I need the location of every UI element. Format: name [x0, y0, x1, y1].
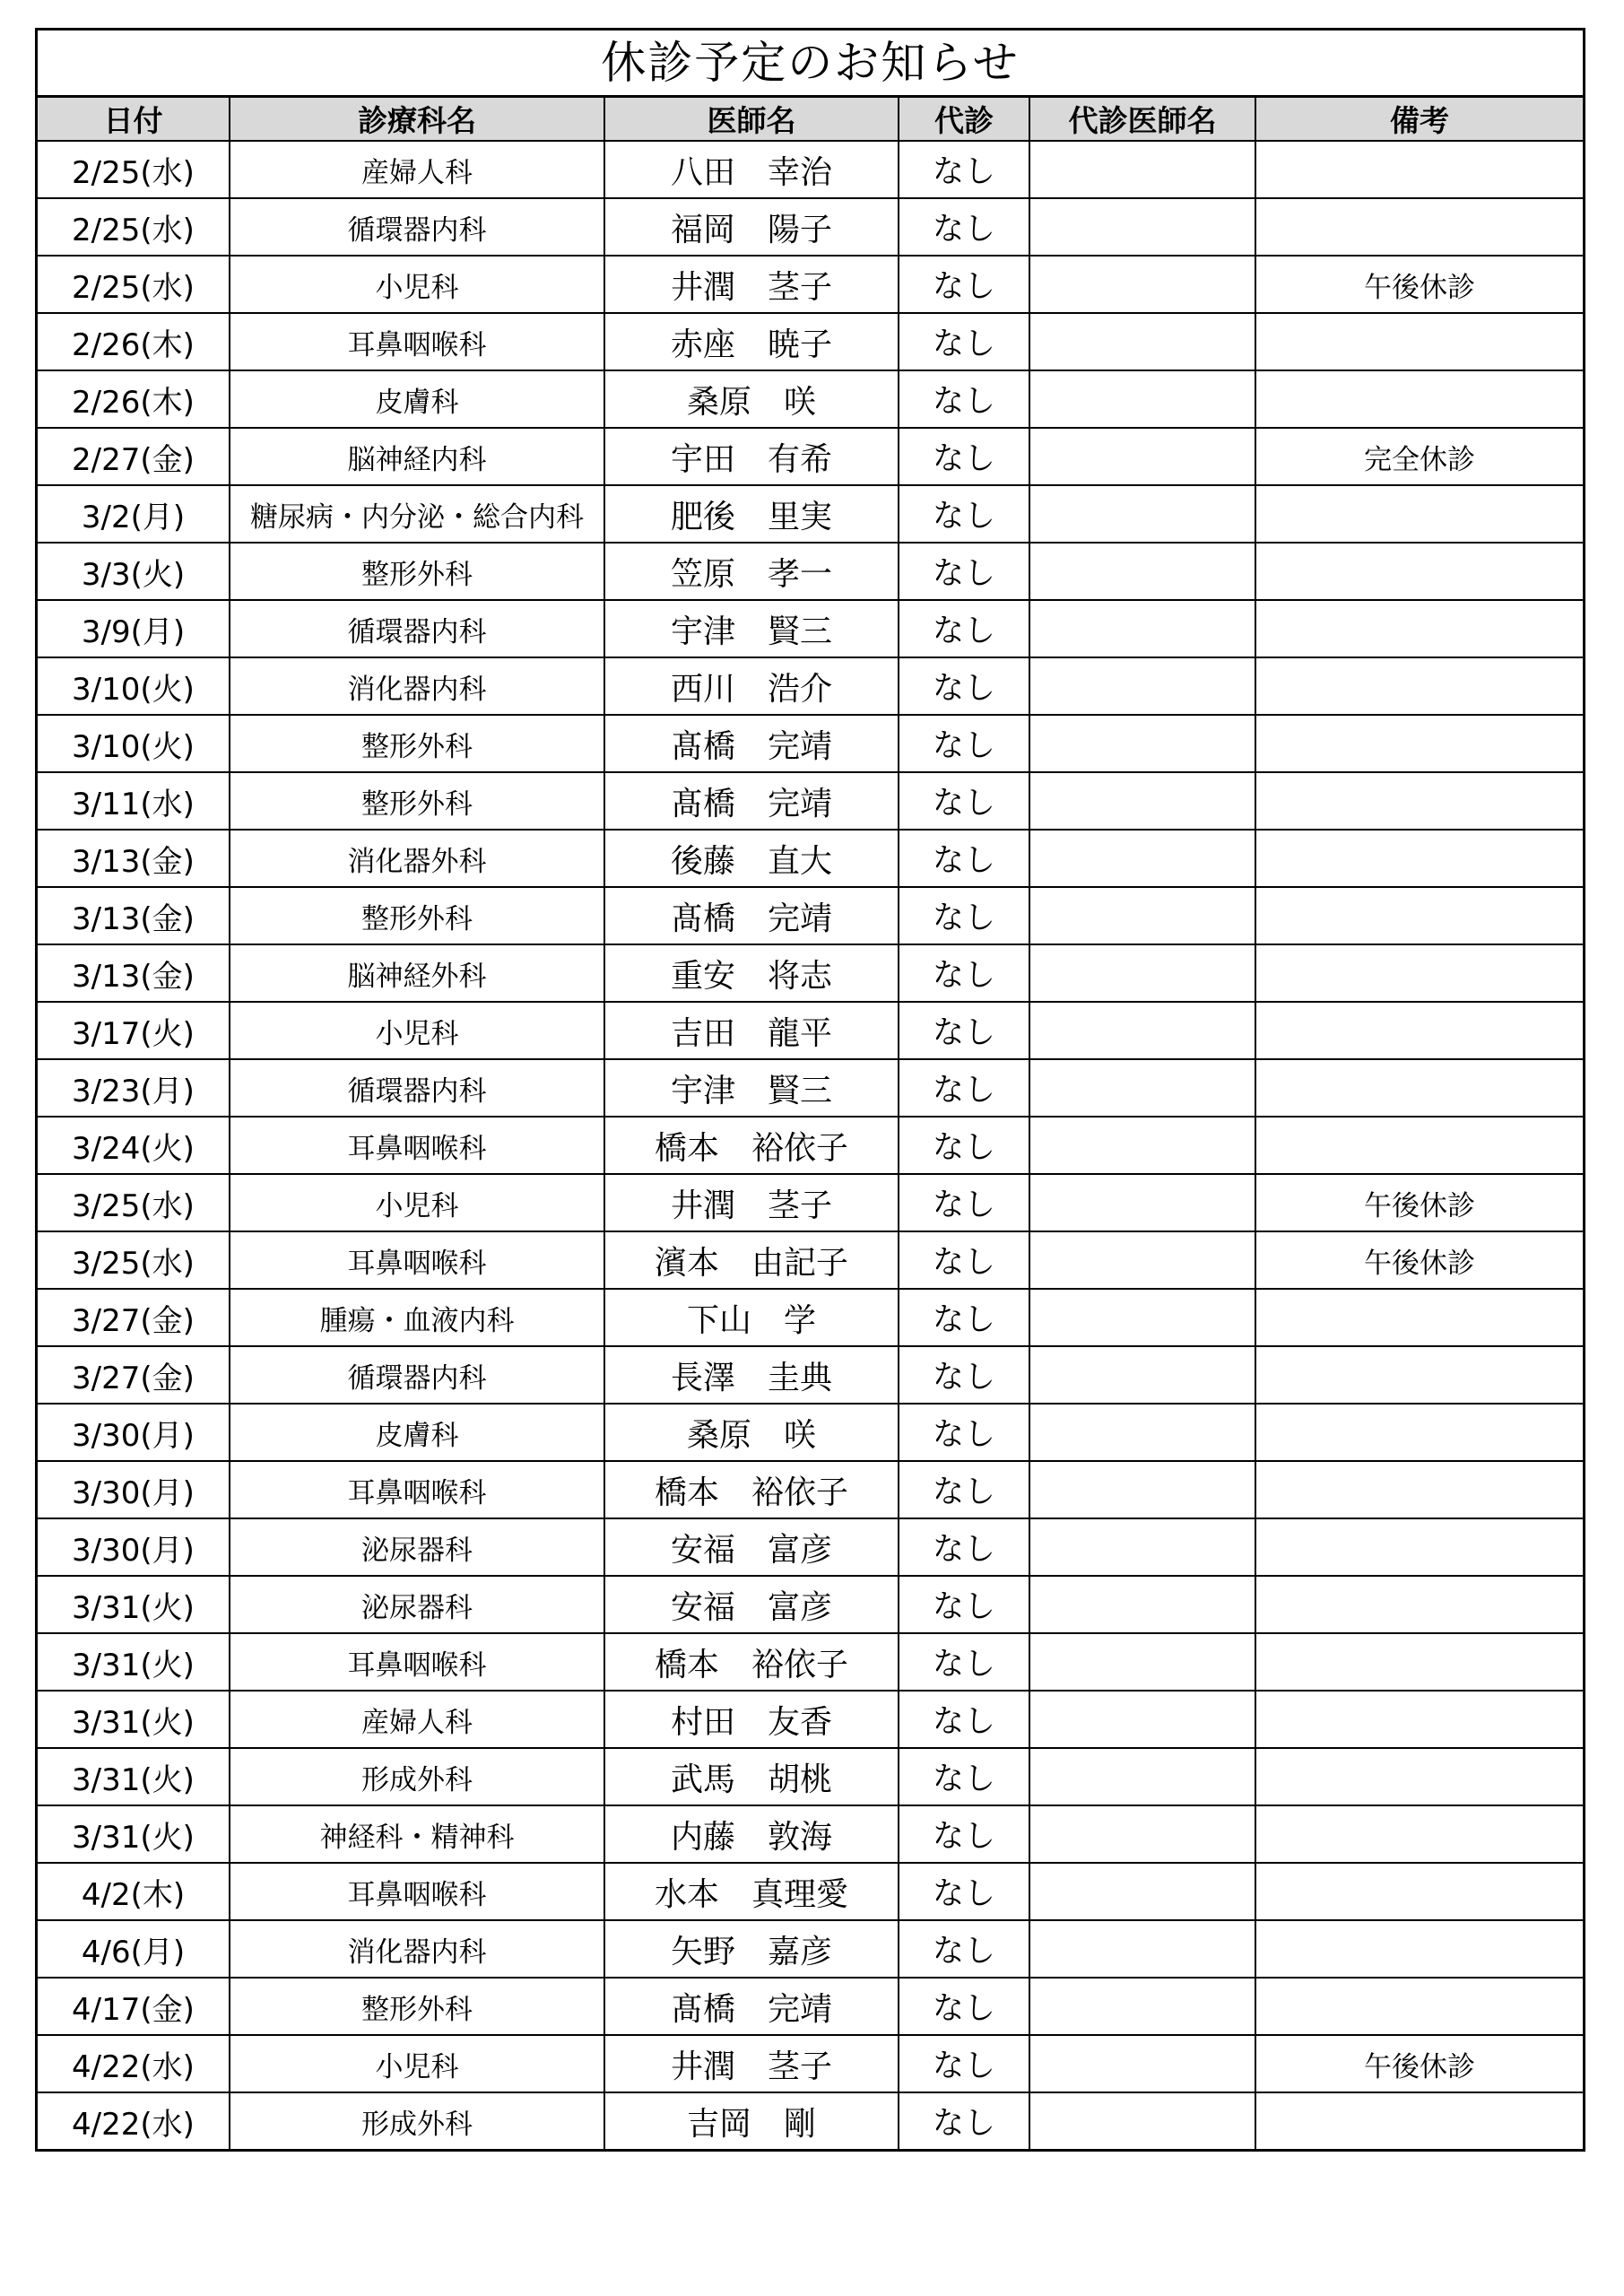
table-header-row — [38, 98, 1583, 141]
department-cell: 皮膚科 — [230, 1404, 604, 1461]
substitute-doctor-cell — [1029, 1404, 1255, 1461]
note-cell — [1255, 830, 1583, 887]
substitute-doctor-cell — [1029, 1461, 1255, 1518]
department-cell: 脳神経内科 — [230, 428, 604, 485]
date-cell: 3/2(月) — [38, 485, 230, 543]
department-cell: 糖尿病・内分泌・総合内科 — [230, 485, 604, 543]
substitute-cell: なし — [899, 2035, 1029, 2092]
column-header-substitute: 代診 — [899, 98, 1029, 141]
note-cell — [1255, 1117, 1583, 1174]
department-cell: 循環器内科 — [230, 1059, 604, 1117]
doctor-cell: 宇津 賢三 — [604, 1059, 899, 1117]
date-cell: 4/22(水) — [38, 2035, 230, 2092]
doctor-cell: 濱本 由記子 — [604, 1231, 899, 1289]
table-row — [38, 1289, 1583, 1346]
substitute-cell: なし — [899, 1805, 1029, 1863]
department-cell: 形成外科 — [230, 1748, 604, 1805]
note-cell — [1255, 1633, 1583, 1691]
table-row — [38, 1805, 1583, 1863]
substitute-doctor-cell — [1029, 887, 1255, 944]
note-cell: 午後休診 — [1255, 2035, 1583, 2092]
substitute-doctor-cell — [1029, 1518, 1255, 1576]
column-header-date: 日付 — [38, 98, 230, 141]
date-cell: 3/30(月) — [38, 1404, 230, 1461]
note-cell — [1255, 657, 1583, 715]
date-cell: 3/30(月) — [38, 1518, 230, 1576]
doctor-cell: 長澤 圭典 — [604, 1346, 899, 1404]
substitute-doctor-cell — [1029, 1174, 1255, 1231]
table-row — [38, 198, 1583, 256]
table-row — [38, 657, 1583, 715]
substitute-cell: なし — [899, 1174, 1029, 1231]
table-row — [38, 1633, 1583, 1691]
note-cell — [1255, 1059, 1583, 1117]
department-cell: 形成外科 — [230, 2092, 604, 2149]
note-cell: 午後休診 — [1255, 1174, 1583, 1231]
substitute-doctor-cell — [1029, 543, 1255, 600]
note-cell: 午後休診 — [1255, 256, 1583, 313]
department-cell: 消化器内科 — [230, 1920, 604, 1978]
substitute-cell: なし — [899, 1231, 1029, 1289]
date-cell: 3/17(火) — [38, 1002, 230, 1059]
doctor-cell: 宇田 有希 — [604, 428, 899, 485]
substitute-cell: なし — [899, 944, 1029, 1002]
note-cell — [1255, 1805, 1583, 1863]
substitute-doctor-cell — [1029, 370, 1255, 428]
department-cell: 耳鼻咽喉科 — [230, 313, 604, 370]
substitute-doctor-cell — [1029, 1805, 1255, 1863]
doctor-cell: 髙橋 完靖 — [604, 715, 899, 772]
note-cell — [1255, 1748, 1583, 1805]
substitute-doctor-cell — [1029, 1576, 1255, 1633]
doctor-cell: 水本 真理愛 — [604, 1863, 899, 1920]
table-row — [38, 543, 1583, 600]
substitute-cell: なし — [899, 657, 1029, 715]
department-cell: 神経科・精神科 — [230, 1805, 604, 1863]
department-cell: 耳鼻咽喉科 — [230, 1461, 604, 1518]
date-cell: 2/25(水) — [38, 256, 230, 313]
date-cell: 3/31(火) — [38, 1576, 230, 1633]
substitute-cell: なし — [899, 1404, 1029, 1461]
substitute-doctor-cell — [1029, 1346, 1255, 1404]
department-cell: 耳鼻咽喉科 — [230, 1863, 604, 1920]
department-cell: 整形外科 — [230, 543, 604, 600]
substitute-doctor-cell — [1029, 830, 1255, 887]
doctor-cell: 井潤 茎子 — [604, 1174, 899, 1231]
table-row — [38, 313, 1583, 370]
closure-table — [38, 98, 1583, 2149]
note-cell — [1255, 1920, 1583, 1978]
department-cell: 整形外科 — [230, 772, 604, 830]
substitute-cell: なし — [899, 1289, 1029, 1346]
doctor-cell: 髙橋 完靖 — [604, 772, 899, 830]
substitute-doctor-cell — [1029, 1231, 1255, 1289]
substitute-doctor-cell — [1029, 256, 1255, 313]
date-cell: 3/31(火) — [38, 1748, 230, 1805]
date-cell: 2/25(水) — [38, 141, 230, 198]
substitute-doctor-cell — [1029, 1748, 1255, 1805]
date-cell: 3/31(火) — [38, 1633, 230, 1691]
department-cell: 小児科 — [230, 256, 604, 313]
note-cell — [1255, 772, 1583, 830]
column-header-substitute-doctor: 代診医師名 — [1029, 98, 1255, 141]
substitute-cell: なし — [899, 485, 1029, 543]
table-row — [38, 1863, 1583, 1920]
substitute-cell: なし — [899, 313, 1029, 370]
department-cell: 整形外科 — [230, 715, 604, 772]
substitute-doctor-cell — [1029, 1002, 1255, 1059]
doctor-cell: 福岡 陽子 — [604, 198, 899, 256]
substitute-cell: なし — [899, 1863, 1029, 1920]
note-cell — [1255, 1289, 1583, 1346]
department-cell: 皮膚科 — [230, 370, 604, 428]
note-cell — [1255, 313, 1583, 370]
doctor-cell: 八田 幸治 — [604, 141, 899, 198]
department-cell: 泌尿器科 — [230, 1518, 604, 1576]
table-row — [38, 887, 1583, 944]
note-cell — [1255, 1346, 1583, 1404]
date-cell: 4/22(水) — [38, 2092, 230, 2149]
note-cell — [1255, 944, 1583, 1002]
doctor-cell: 安福 富彦 — [604, 1518, 899, 1576]
table-row — [38, 1117, 1583, 1174]
doctor-cell: 髙橋 完靖 — [604, 1978, 899, 2035]
doctor-cell: 下山 学 — [604, 1289, 899, 1346]
substitute-cell: なし — [899, 772, 1029, 830]
substitute-doctor-cell — [1029, 1863, 1255, 1920]
note-cell — [1255, 1576, 1583, 1633]
note-cell — [1255, 543, 1583, 600]
substitute-cell: なし — [899, 830, 1029, 887]
substitute-doctor-cell — [1029, 313, 1255, 370]
substitute-doctor-cell — [1029, 198, 1255, 256]
substitute-cell: なし — [899, 715, 1029, 772]
table-row — [38, 1920, 1583, 1978]
department-cell: 産婦人科 — [230, 141, 604, 198]
substitute-doctor-cell — [1029, 141, 1255, 198]
substitute-cell: なし — [899, 1576, 1029, 1633]
doctor-cell: 赤座 暁子 — [604, 313, 899, 370]
department-cell: 耳鼻咽喉科 — [230, 1231, 604, 1289]
department-cell: 循環器内科 — [230, 600, 604, 657]
table-row — [38, 141, 1583, 198]
date-cell: 3/9(月) — [38, 600, 230, 657]
table-row — [38, 600, 1583, 657]
substitute-doctor-cell — [1029, 485, 1255, 543]
page-title: 休診予定のお知らせ — [38, 30, 1583, 98]
date-cell: 3/13(金) — [38, 887, 230, 944]
substitute-cell: なし — [899, 543, 1029, 600]
substitute-cell: なし — [899, 428, 1029, 485]
note-cell — [1255, 370, 1583, 428]
doctor-cell: 後藤 直大 — [604, 830, 899, 887]
doctor-cell: 桑原 咲 — [604, 1404, 899, 1461]
substitute-cell: なし — [899, 256, 1029, 313]
doctor-cell: 吉岡 剛 — [604, 2092, 899, 2149]
note-cell — [1255, 2092, 1583, 2149]
note-cell — [1255, 485, 1583, 543]
doctor-cell: 桑原 咲 — [604, 370, 899, 428]
doctor-cell: 矢野 嘉彦 — [604, 1920, 899, 1978]
substitute-cell: なし — [899, 1920, 1029, 1978]
substitute-doctor-cell — [1029, 2035, 1255, 2092]
doctor-cell: 安福 富彦 — [604, 1576, 899, 1633]
substitute-cell: なし — [899, 600, 1029, 657]
date-cell: 3/25(水) — [38, 1174, 230, 1231]
doctor-cell: 内藤 敦海 — [604, 1805, 899, 1863]
note-cell — [1255, 600, 1583, 657]
department-cell: 小児科 — [230, 1002, 604, 1059]
substitute-doctor-cell — [1029, 1978, 1255, 2035]
date-cell: 3/11(水) — [38, 772, 230, 830]
date-cell: 3/27(金) — [38, 1346, 230, 1404]
table-row — [38, 1002, 1583, 1059]
substitute-cell: なし — [899, 2092, 1029, 2149]
doctor-cell: 髙橋 完靖 — [604, 887, 899, 944]
column-header-department: 診療科名 — [230, 98, 604, 141]
table-row — [38, 1691, 1583, 1748]
substitute-cell: なし — [899, 887, 1029, 944]
table-row — [38, 1461, 1583, 1518]
department-cell: 小児科 — [230, 2035, 604, 2092]
department-cell: 耳鼻咽喉科 — [230, 1633, 604, 1691]
column-header-notes: 備考 — [1255, 98, 1583, 141]
doctor-cell: 笠原 孝一 — [604, 543, 899, 600]
date-cell: 4/17(金) — [38, 1978, 230, 2035]
table-row — [38, 1978, 1583, 2035]
department-cell: 脳神経外科 — [230, 944, 604, 1002]
date-cell: 3/30(月) — [38, 1461, 230, 1518]
note-cell — [1255, 715, 1583, 772]
department-cell: 消化器内科 — [230, 657, 604, 715]
substitute-doctor-cell — [1029, 944, 1255, 1002]
substitute-cell: なし — [899, 370, 1029, 428]
substitute-doctor-cell — [1029, 1691, 1255, 1748]
substitute-cell: なし — [899, 1117, 1029, 1174]
substitute-cell: なし — [899, 1748, 1029, 1805]
department-cell: 整形外科 — [230, 887, 604, 944]
note-cell — [1255, 1863, 1583, 1920]
doctor-cell: 井潤 茎子 — [604, 256, 899, 313]
table-row — [38, 370, 1583, 428]
table-row — [38, 1576, 1583, 1633]
department-cell: 産婦人科 — [230, 1691, 604, 1748]
table-row — [38, 1231, 1583, 1289]
substitute-doctor-cell — [1029, 772, 1255, 830]
note-cell — [1255, 1691, 1583, 1748]
doctor-cell: 重安 将志 — [604, 944, 899, 1002]
date-cell: 2/26(木) — [38, 370, 230, 428]
substitute-cell: なし — [899, 1059, 1029, 1117]
table-row — [38, 1346, 1583, 1404]
table-row — [38, 2035, 1583, 2092]
department-cell: 循環器内科 — [230, 1346, 604, 1404]
department-cell: 消化器外科 — [230, 830, 604, 887]
doctor-cell: 西川 浩介 — [604, 657, 899, 715]
date-cell: 3/13(金) — [38, 830, 230, 887]
department-cell: 循環器内科 — [230, 198, 604, 256]
note-cell — [1255, 1518, 1583, 1576]
substitute-doctor-cell — [1029, 600, 1255, 657]
substitute-cell: なし — [899, 1461, 1029, 1518]
table-row — [38, 1174, 1583, 1231]
substitute-doctor-cell — [1029, 1059, 1255, 1117]
department-cell: 泌尿器科 — [230, 1576, 604, 1633]
department-cell: 耳鼻咽喉科 — [230, 1117, 604, 1174]
date-cell: 3/3(火) — [38, 543, 230, 600]
note-cell — [1255, 1461, 1583, 1518]
table-row — [38, 1748, 1583, 1805]
date-cell: 4/2(木) — [38, 1863, 230, 1920]
table-row — [38, 1404, 1583, 1461]
substitute-cell: なし — [899, 1978, 1029, 2035]
doctor-cell: 武馬 胡桃 — [604, 1748, 899, 1805]
note-cell: 午後休診 — [1255, 1231, 1583, 1289]
date-cell: 3/31(火) — [38, 1805, 230, 1863]
substitute-doctor-cell — [1029, 715, 1255, 772]
date-cell: 3/31(火) — [38, 1691, 230, 1748]
doctor-cell: 橋本 裕依子 — [604, 1117, 899, 1174]
table-row — [38, 428, 1583, 485]
note-cell — [1255, 1404, 1583, 1461]
date-cell: 3/10(火) — [38, 715, 230, 772]
department-cell: 小児科 — [230, 1174, 604, 1231]
doctor-cell: 肥後 里実 — [604, 485, 899, 543]
note-cell — [1255, 141, 1583, 198]
substitute-doctor-cell — [1029, 1289, 1255, 1346]
substitute-doctor-cell — [1029, 1920, 1255, 1978]
doctor-cell: 宇津 賢三 — [604, 600, 899, 657]
date-cell: 3/25(水) — [38, 1231, 230, 1289]
closure-schedule-sheet — [35, 28, 1585, 2152]
table-row — [38, 485, 1583, 543]
note-cell: 完全休診 — [1255, 428, 1583, 485]
department-cell: 腫瘍・血液内科 — [230, 1289, 604, 1346]
date-cell: 2/27(金) — [38, 428, 230, 485]
department-cell: 整形外科 — [230, 1978, 604, 2035]
note-cell — [1255, 887, 1583, 944]
table-row — [38, 256, 1583, 313]
date-cell: 2/25(水) — [38, 198, 230, 256]
table-row — [38, 715, 1583, 772]
date-cell: 3/23(月) — [38, 1059, 230, 1117]
substitute-cell: なし — [899, 198, 1029, 256]
date-cell: 4/6(月) — [38, 1920, 230, 1978]
note-cell — [1255, 1002, 1583, 1059]
date-cell: 2/26(木) — [38, 313, 230, 370]
substitute-cell: なし — [899, 1346, 1029, 1404]
table-row — [38, 944, 1583, 1002]
substitute-doctor-cell — [1029, 2092, 1255, 2149]
date-cell: 3/27(金) — [38, 1289, 230, 1346]
date-cell: 3/24(火) — [38, 1117, 230, 1174]
table-row — [38, 2092, 1583, 2149]
doctor-cell: 吉田 龍平 — [604, 1002, 899, 1059]
note-cell — [1255, 198, 1583, 256]
table-row — [38, 772, 1583, 830]
column-header-doctor: 医師名 — [604, 98, 899, 141]
substitute-cell: なし — [899, 1691, 1029, 1748]
substitute-doctor-cell — [1029, 428, 1255, 485]
doctor-cell: 橋本 裕依子 — [604, 1461, 899, 1518]
date-cell: 3/13(金) — [38, 944, 230, 1002]
doctor-cell: 橋本 裕依子 — [604, 1633, 899, 1691]
table-row — [38, 1518, 1583, 1576]
table-row — [38, 830, 1583, 887]
doctor-cell: 村田 友香 — [604, 1691, 899, 1748]
substitute-cell: なし — [899, 1002, 1029, 1059]
substitute-doctor-cell — [1029, 1117, 1255, 1174]
substitute-cell: なし — [899, 141, 1029, 198]
note-cell — [1255, 1978, 1583, 2035]
substitute-cell: なし — [899, 1518, 1029, 1576]
substitute-cell: なし — [899, 1633, 1029, 1691]
table-row — [38, 1059, 1583, 1117]
doctor-cell: 井潤 茎子 — [604, 2035, 899, 2092]
substitute-doctor-cell — [1029, 1633, 1255, 1691]
date-cell: 3/10(火) — [38, 657, 230, 715]
substitute-doctor-cell — [1029, 657, 1255, 715]
